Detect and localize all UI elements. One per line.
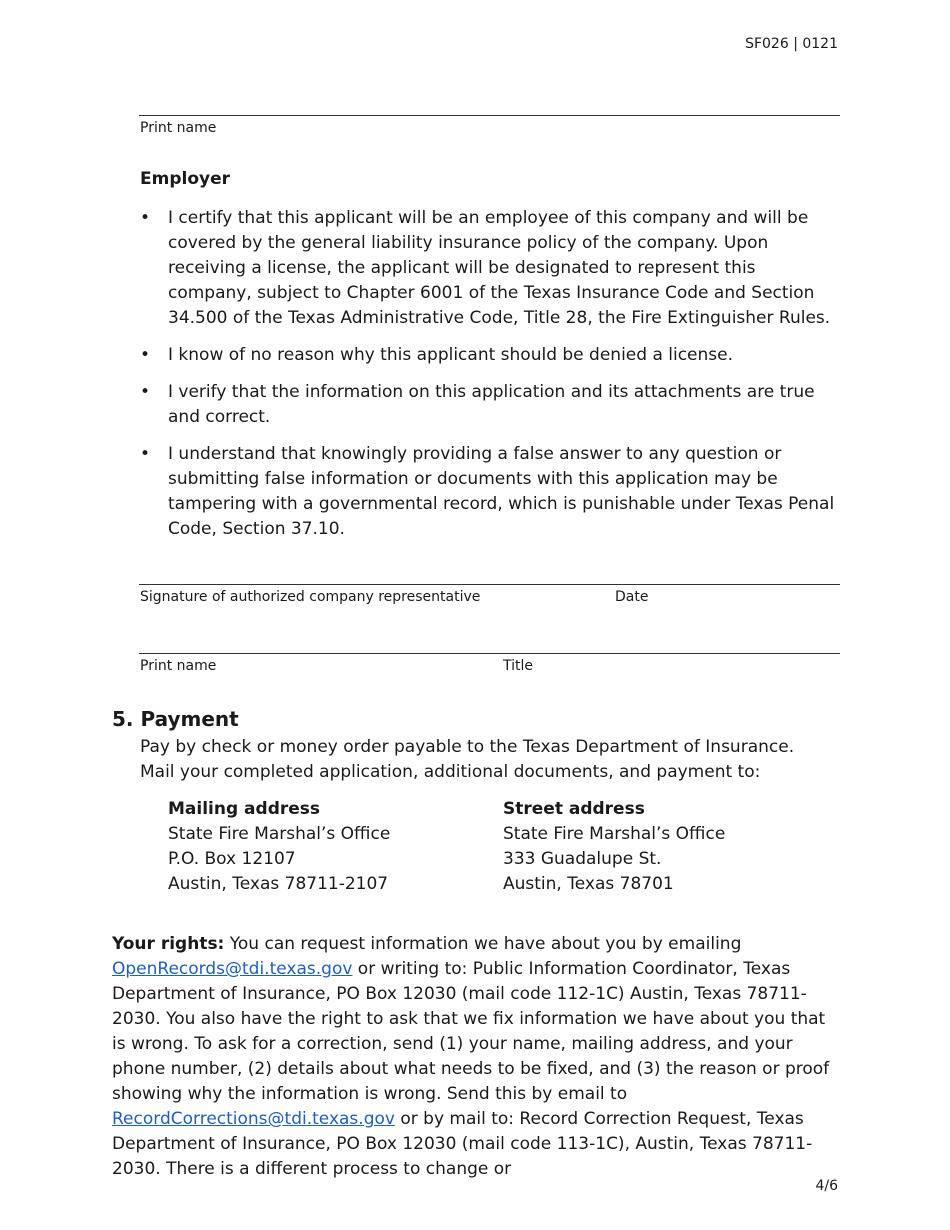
date-label: Date [615, 589, 649, 605]
mailing-address-title: Mailing address [168, 799, 321, 819]
your-rights-paragraph [112, 932, 842, 1182]
payment-section-title: 5. Payment [112, 707, 239, 731]
your-rights-label: Your rights: [112, 934, 225, 954]
mailing-address-line3: Austin, Texas 78711-2107 [168, 874, 389, 894]
mailing-address [168, 797, 488, 897]
list-item: • I know of no reason why this applicant should be denied a license. [140, 343, 840, 368]
signature-line[interactable] [139, 584, 840, 585]
employer-print-name-label: Print name [140, 658, 217, 674]
open-records-email-link[interactable]: OpenRecords@tdi.texas.gov [112, 959, 353, 979]
mailing-address-line2: P.O. Box 12107 [168, 849, 296, 869]
rights-text-1: You can request information we have about you by emailing [224, 934, 742, 954]
print-name-line[interactable] [139, 115, 840, 116]
print-name-title-line[interactable] [139, 653, 840, 654]
form-id: SF026 | 0121 [745, 36, 838, 52]
street-address-line2: 333 Guadalupe St. [503, 849, 662, 869]
page-number: 4/6 [815, 1178, 838, 1194]
rights-text-2: or writing to: Public Information Coordinator, Texas Department of Insurance, PO Box 12030 (mail code 112-1C) Austin, Texas 78711-2030. You also have the right to ask that we fix information we have about you that is wrong. To ask for a correction, send (1) your name, mailing address, and your phone number, (2) details about what needs to be fixed, and (3) the reason or proof showing why the information is wrong. Send this by email to [112, 959, 830, 1104]
street-address-line1: State Fire Marshal’s Office [503, 824, 726, 844]
list-item: • I understand that knowingly providing a false answer to any question or submitting false information or documents with this application may be tampering with a governmental record, which is punishable under Texas Penal Code, Section 37.10. [140, 442, 840, 542]
list-item: • I verify that the information on this application and its attachments are true and correct. [140, 380, 840, 430]
employer-certifications [140, 206, 840, 554]
street-address-line3: Austin, Texas 78701 [503, 874, 674, 894]
payment-intro: Pay by check or money order payable to the Texas Department of Insurance. Mail your completed application, additional documents, and payment to: [140, 737, 795, 782]
mailing-address-line1: State Fire Marshal’s Office [168, 824, 391, 844]
street-address [503, 797, 823, 897]
print-name-label: Print name [140, 120, 217, 136]
employer-heading: Employer [140, 169, 230, 189]
street-address-title: Street address [503, 799, 645, 819]
record-corrections-email-link[interactable]: RecordCorrections@tdi.texas.gov [112, 1109, 395, 1129]
rights-text-3: or by mail to: Record Correction Request, Texas Department of Insurance, PO Box 12030 (mail code 113-1C), Austin, Texas 78711-2030. There is a different process to change or [112, 1109, 813, 1179]
title-label: Title [503, 658, 534, 674]
signature-label: Signature of authorized company representative [140, 589, 481, 605]
list-item: • I certify that this applicant will be an employee of this company and will be covered by the general liability insurance policy of the company. Upon receiving a license, the applicant will be designated to represent this company, subject to Chapter 6001 of the Texas Insurance Code and Section 34.500 of the Texas Administrative Code, Title 28, the Fire Extinguisher Rules. [140, 206, 840, 331]
